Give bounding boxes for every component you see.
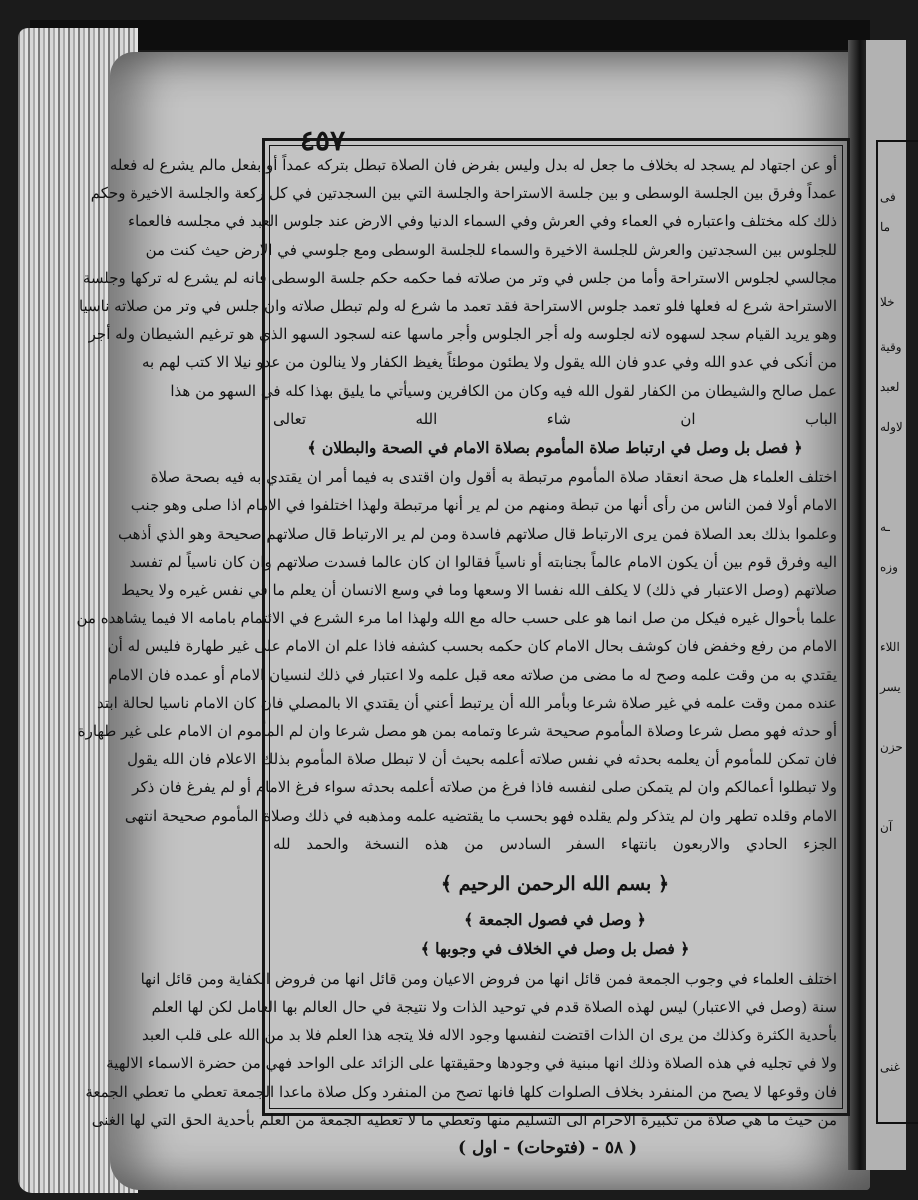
text-line: عنده ممن وقت علمه في غير صلاة شرعا وبأمر الله أن يرتبط أعني أن يقتدي الا بالمصلي فان كان الامام ناسيا لحالة ابتد	[97, 693, 837, 712]
text-line: سنة (وصل في الاعتبار) ليس لهذه الصلاة قدم في توحيد الذات ولا نتيجة في حال العالم بها العامل لكن لها العلم	[151, 997, 837, 1016]
text-line: أو عن اجتهاد لم يسجد له بخلاف ما جعل له بدل وليس بفرض فان الصلاة تبطل بتركه عمداً أو بفعل مالم يشرع له فعله	[109, 156, 837, 174]
right-page-fragment: لعبد	[880, 380, 900, 394]
text-line: ذلك كله مختلف واعتباره في العماء وفي العرش وفي السماء الدنيا وفي الارض عند جلوس العبد في مجلسه فالعماء	[128, 212, 837, 231]
right-page-fragment: فى	[880, 190, 896, 204]
right-page-fragment: غنى	[880, 1060, 900, 1074]
text-line: عمل صالح والشيطان من الكفار لقول الله فيه وكان من الكافرين وسيأتي ما يليق بهذا كله في السهو من هذا	[170, 381, 837, 400]
text-line: صلاتهم (وصل الاعتبار في ذلك) لا يكلف الله نفسا الا وسعها وما في وسع الانسان أن يعلم ما في نفس غيره ولا يحيط	[121, 581, 837, 600]
text-line: وعلموا بذلك بعد الصلاة فمن يرى الارتباط قال صلاتهم فاسدة ومن لم ير الارتباط قال صلاتهم صحيحة وهو الذي أذهب	[117, 524, 837, 543]
section-heading: ﴿ فصل بل وصل في الخلاف في وجوبها ﴾	[420, 939, 690, 959]
text-line: فان تمكن للمأموم أن يعلمه بحدثه في نفس صلاته أعلمه بحيث أن لا تبطل صلاة المأموم بذلك الاعلام فان الله يقول	[127, 750, 837, 769]
text-line: وهو يريد القيام سجد لسهوه لانه لجلوسه وله أجر الجلوس وأجر ماسها عنه لسجود السهو الذي هو ترغيم الشيطان وله أجر	[88, 325, 837, 344]
text-line: علما بأحوال غيره فيكل من صل انما هو على حسب حاله مع الله ولهذا اما مرء الشرع في الائتمام بامامه الا فيما يشاهده من	[76, 609, 837, 628]
text-line: الامام من رفع وخفض فان كوشف بحال الامام كان حكمه بحسب كشفه فاذا علم ان الامام على غير طهارة فليس له أن	[107, 637, 837, 656]
right-page-edge	[866, 40, 906, 1170]
text-line: الجزء الحادي والاربعون بانتهاء السفر السادس من هذه النسخة والحمد لله	[273, 834, 837, 853]
section-heading: ﴿ فصل بل وصل في ارتباط صلاة المأموم بصلاة الامام في الصحة والبطلان ﴾	[307, 438, 803, 458]
text-line: اليه وفرق قوم بين أن يكون الامام عالماً بجنابته أو ناسياً فقالوا ان كان عالما فسدت صلاتهم وان كان ناسياً لم تفسد	[129, 552, 837, 571]
text-line: اختلف العلماء هل صحة انعقاد صلاة المأموم مرتبطة به أقول وان اقتدى به فيما أمر ان يقتدي به فيه بصحة صلاة	[150, 468, 837, 487]
text-line: ولا تبطلوا أعمالكم وان لم يتمكن صلى لنفسه فاذا فرغ من صلاته أعلمه بحدثه سواء فرغ الامام أو لم يفرغ فان ذكر	[132, 778, 837, 797]
right-page-fragment: ما	[880, 220, 891, 234]
right-page-fragment: اللاء	[880, 640, 900, 654]
right-page-fragment: يسر	[880, 680, 901, 694]
text-line: الاستراحة شرع له فعلها فلو تعمد جلوس الاستراحة فقد تعمد ما شرع له ولم تبطل صلاته وان جلس في وتر من صلاته ناسيا	[78, 297, 837, 316]
text-line: للجلوس بين السجدتين والعرش للجلسة الاخيرة والسماء للجلسة الوسطى ومع جلوسي في الارض حيث كنت من	[145, 240, 837, 259]
text-line: اختلف العلماء في وجوب الجمعة فمن قائل انها من فروض الاعيان ومن قائل انها من فروض الكفاية ومن قائل انها	[140, 969, 837, 988]
page-footer: ( ٥٨ - (فتوحات) - اول )	[458, 1138, 638, 1158]
right-page-frame	[876, 140, 918, 1124]
text-frame	[76, 138, 850, 1129]
text-line: من حيث ما هي صلاة من تكبيرة الاحرام الى التسليم منها وتعطي ما لا تعطيه الجمعة من العلم بأحدية الحق التي لها الغنى	[91, 1110, 837, 1129]
text-line: فان وقوعها لا يصح من المنفرد بخلاف الصلوات كلها فانها تصح من المنفرد وكل صلاة ماعدا الجمعة تعطي ما تعطي الجمعة	[85, 1082, 837, 1101]
basmala: ﴿ بسم الله الرحمن الرحيم ﴾	[440, 873, 670, 896]
text-line: مجالسي لجلوس الاستراحة وأما من جلس في وتر من صلاته فما حكمه حكم جلسة الوسطى فانه لم يشرع له تركها وجلسة	[82, 268, 837, 287]
text-line: الامام أولا فمن الناس من رأى أنها من تبطة ومنهم من لم ير أنها مرتبطة ولهذا اختلفوا في الامام اذا صلى وهو جنب	[130, 496, 837, 515]
text-line: من أنكى في عدو الله وفي عدو فان الله يقول ولا يطئون موطئاً يغيظ الكفار ولا ينالون من عدو نيلا الا كتب لهم به	[142, 353, 837, 372]
text-line: الباب ان شاء الله تعالى	[273, 409, 837, 428]
right-page-fragment: آن	[880, 820, 893, 834]
text-line: عمداً وفرق بين الجلسة الوسطى و بين جلسة الاستراحة والجلسة التي بين السجدتين في كل ركعة والجلسة الاخيرة وحكم	[90, 184, 837, 203]
right-page-fragment: وقية	[880, 340, 902, 354]
right-page-fragment: حزن	[880, 740, 903, 754]
main-text	[76, 151, 837, 1134]
section-heading: ﴿ وصل في فصول الجمعة ﴾	[464, 910, 646, 930]
text-line: الامام وقلده تطهر وان لم يتذكر ولم يقلده فهو بحسب ما يقتضيه علمه ومذهبه في ذلك وصلاة المأموم صحيحة انتهى	[124, 806, 837, 825]
right-page-fragment: خلا	[880, 295, 895, 309]
text-line: يقتدي به من وقت علمه وصح له ما مضى من صلاته معه قبل علمه ولا اعتبار في ذلك لنسيان الامام أو عمده فان الامام	[108, 665, 837, 684]
text-line: ولا في تجليه في هذه الصلاة وذلك انها مبنية في وجودها وحقيقتها على الزائد على الواحد فهي من حضرة الاسماء الالهية	[106, 1054, 837, 1073]
page-number: ٤٥٧	[300, 124, 346, 157]
text-line: أو حدثه فهو مصل شرعا وصلاة المأموم صحيحة شرعا وتمامه بمن هو مصل شرعا وان لم المأموم ان الامام على غير طهارة	[77, 722, 837, 741]
book-top-shadow	[30, 20, 870, 50]
right-page-fragment: لاوله	[880, 420, 903, 434]
right-page-fragment: ـه	[880, 520, 890, 534]
text-line: بأحدية الكثرة وكذلك من يرى ان الذات اقتضت لنفسها وجود الاله فلا يتجه هذا العلم فلا بد من الله على قلب العبد	[142, 1026, 837, 1045]
right-page-fragment: وزه	[880, 560, 898, 574]
